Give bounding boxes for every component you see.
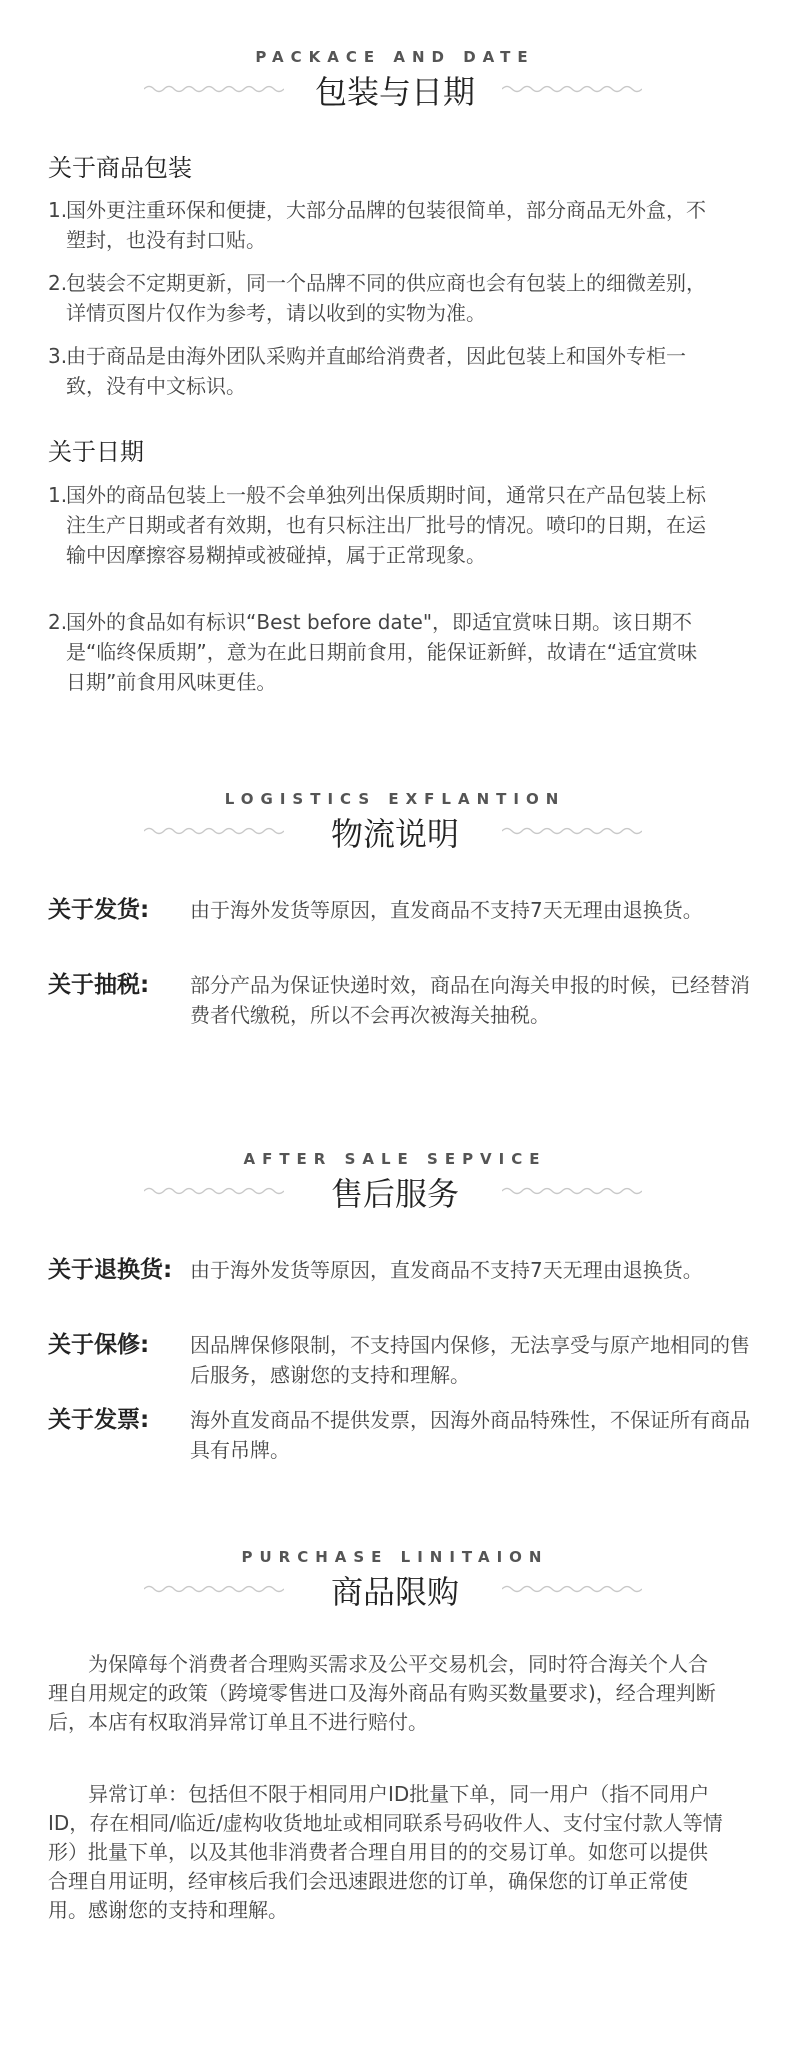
purchase-paragraph: 异常订单：包括但不限于相同用户ID批量下单，同一用户（指不同用户ID，存在相同/临近/虚构收货地址或相同联系号码收件人、支付宝付款人等情形）批量下单，以及其他非消费者合理自用目的的交易订单。如您可以提供合理自用证明，经审核后我们会迅速跟进您的订单，确保您的订单正常使用。感谢您的支持和理解。	[48, 1782, 723, 1922]
row-label: 关于退换货:	[48, 1257, 173, 1283]
after-sale-title: 售后服务	[330, 1175, 459, 1213]
row-label: 关于抽税:	[48, 972, 150, 998]
wave-ornament-icon	[502, 84, 642, 94]
list-item: 2. 包装会不定期更新，同一个品牌不同的供应商也会有包装上的细微差别，详情页图片仅作为参考，请以收到的实物为准。	[48, 271, 706, 325]
row-label: 关于发票:	[48, 1407, 150, 1433]
row-label: 关于发货:	[48, 897, 150, 923]
purchase-en-title: PURCHASE LINITAION	[241, 1548, 549, 1566]
wave-ornament-icon	[144, 1186, 284, 1196]
about-packaging-heading: 关于商品包装	[48, 154, 192, 182]
packaging-title: 包装与日期	[314, 73, 475, 111]
list-item: 1. 国外更注重环保和便捷，大部分品牌的包装很简单，部分商品无外盒，不塑封，也没有封口贴。	[48, 198, 706, 252]
row-value: 由于海外发货等原因，直发商品不支持7天无理由退换货。	[190, 1258, 703, 1282]
logistics-title: 物流说明	[330, 815, 459, 853]
purchase-paragraph: 为保障每个消费者合理购买需求及公平交易机会，同时符合海关个人合理自用规定的政策（跨境零售进口及海外商品有购买数量要求)，经合理判断后，本店有权取消异常订单且不进行赔付。	[48, 1652, 716, 1734]
list-item: 3. 由于商品是由海外团队采购并直邮给消费者，因此包装上和国外专柜一致，没有中文标识。	[48, 344, 686, 398]
purchase-title: 商品限购	[330, 1573, 459, 1611]
list-item: 1. 国外的商品包装上一般不会单独列出保质期时间，通常只在产品包装上标注生产日期或者有效期，也有只标注出厂批号的情况。喷印的日期，在运输中因摩擦容易糊掉或被碰掉，属于正常现象。	[48, 483, 706, 567]
packaging-header	[0, 48, 790, 114]
row-value: 由于海外发货等原因，直发商品不支持7天无理由退换货。	[190, 898, 703, 922]
purchase-header	[0, 1548, 790, 1614]
list-item: 2. 国外的食品如有标识“Best before date"，即适宜赏味日期。该日期不是“临终保质期”，意为在此日期前食用，能保证新鲜，故请在“适宜赏味日期”前食用风味更佳。	[48, 610, 698, 694]
wave-ornament-icon	[144, 1584, 284, 1594]
packaging-en-title: PACKACE AND DATE	[255, 48, 535, 66]
about-date-heading: 关于日期	[48, 438, 144, 466]
row-label: 关于保修:	[48, 1332, 150, 1358]
row-value: 部分产品为保证快递时效，商品在向海关申报的时候，已经替消费者代缴税，所以不会再次被海关抽税。	[190, 973, 750, 1027]
logistics-en-title: LOGISTICS EXFLANTION	[224, 790, 566, 808]
row-value: 因品牌保修限制，不支持国内保修，无法享受与原产地相同的售后服务，感谢您的支持和理解。	[190, 1333, 750, 1387]
after-sale-en-title: AFTER SALE SEPVICE	[243, 1150, 547, 1168]
logistics-header	[0, 790, 790, 856]
wave-ornament-icon	[144, 826, 284, 836]
wave-ornament-icon	[144, 84, 284, 94]
wave-ornament-icon	[502, 1186, 642, 1196]
row-value: 海外直发商品不提供发票，因海外商品特殊性，不保证所有商品具有吊牌。	[190, 1408, 750, 1462]
wave-ornament-icon	[502, 1584, 642, 1594]
after-sale-header	[0, 1150, 790, 1216]
wave-ornament-icon	[502, 826, 642, 836]
